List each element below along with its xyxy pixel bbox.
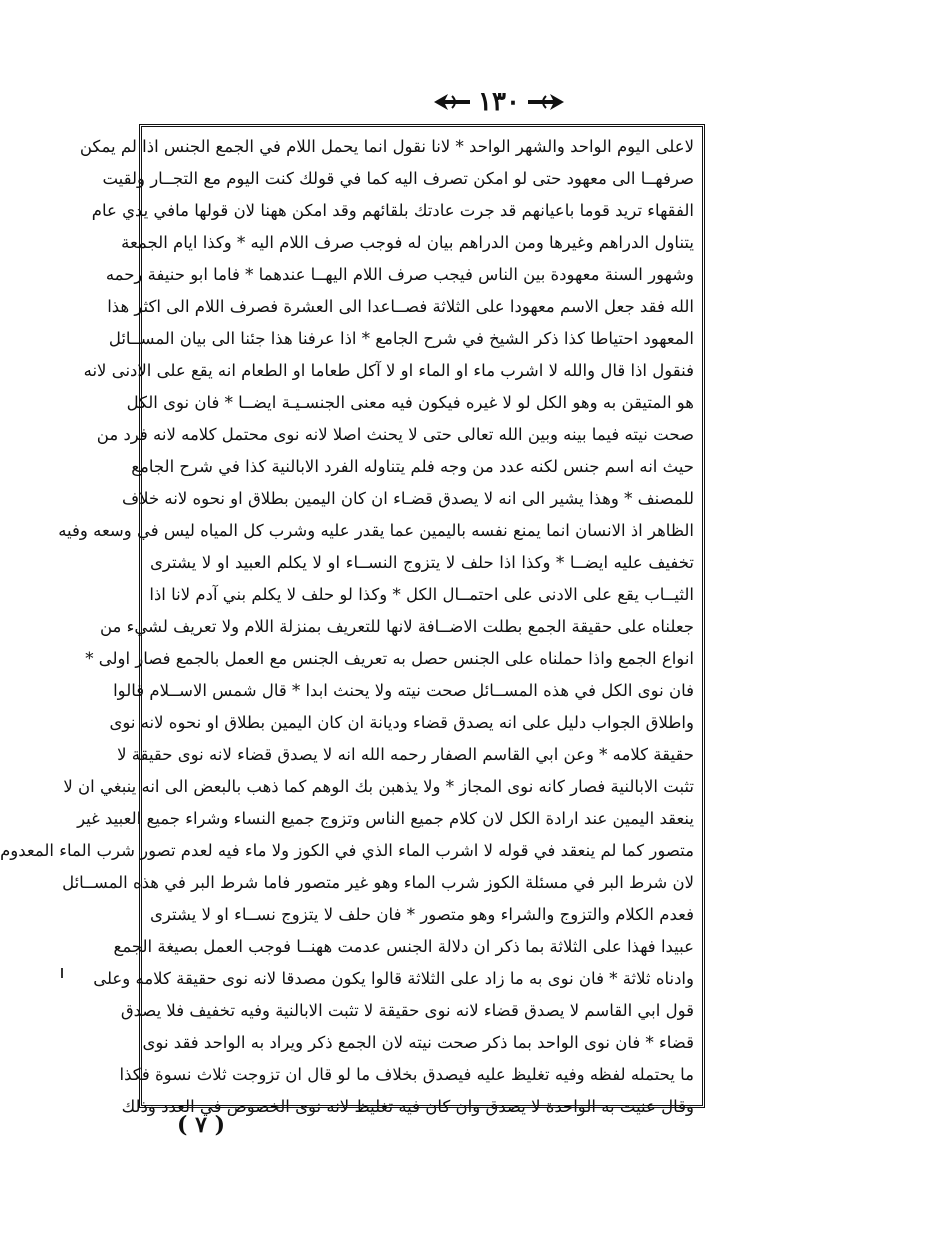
text-line: فنقول اذا قال والله لا اشرب ماء او الماء او لا آكل طعاما او الطعام انه يقع على الادنى لانه (83, 361, 694, 380)
text-line: فعدم الكلام والتزوج والشراء وهو متصور * فان حلف لا يتزوج نســاء او لا يشترى (150, 905, 694, 924)
text-line: تخفيف عليه ايضــا * وكذا اذا حلف لا يتزوج النســاء او لا يكلم العبيد او لا يشترى (150, 553, 694, 572)
text-line: لاعلى اليوم الواحد والشهر الواحد * لانا نقول انما يحمل اللام في الجمع الجنس اذا لم يمكن (79, 137, 694, 156)
text-line: متصور كما لم ينعقد في قوله لا اشرب الماء الذي في الكوز ولا ماء فيه لعدم تصور شرب الماء المعدوم (0, 841, 694, 860)
text-line: الله فقد جعل الاسم معهودا على الثلاثة فصــاعدا الى العشرة فصرف اللام الى اكثر هذا (107, 297, 694, 316)
text-line: قضاء * فان نوى الواحد بما ذكر صحت نيته لان الجمع ذكر ويراد به الواحد فقد نوى (142, 1033, 694, 1052)
text-line: فان نوى الكل في هذه المســائل صحت نيته ولا يحنث ابدا * قال شمس الاســلام قالوا (113, 681, 694, 700)
ornament-right-icon (526, 91, 566, 113)
text-frame (0, 124, 705, 1116)
text-line: الظاهر اذ الانسان انما يمنع نفسه باليمين عما يقدر عليه وشرب كل المياه ليس في وسعه وفيه (58, 521, 694, 540)
page-number: ١٣٠ (478, 87, 520, 117)
text-line: صحت نيته فيما بينه وبين الله تعالى حتى لا يحنث اصلا لانه نوى محتمل كلامه لانه فرد من (96, 425, 694, 444)
text-line: للمصنف * وهذا يشير الى انه لا يصدق قضـاء ان كان اليمين بطلاق او نحوه لانه خلاف (122, 489, 694, 508)
text-line: قول ابي القاسم لا يصدق قضاء لانه نوى حقيقة لا تثبت الابالنية وفيه تخفيف فلا يصدق (120, 1001, 694, 1020)
text-line: الثيــاب يقع على الادنى على احتمــال الكل * وكذا لو حلف لا يكلم بني آدم لانا اذا (149, 585, 694, 604)
text-line: هو المتيقن به وهو الكل لو لا غيره فيكون فيه معنى الجنسـيـة ايضــا * فان نوى الكل (126, 393, 694, 412)
text-line: تثبت الابالنية فصار كانه نوى المجاز * ولا يذهبن بك الوهم كما ذهب بالبعض الى انه ينبغي ان لا (63, 777, 694, 796)
text-line: وقال عنيت به الواحدة لا يصدق وان كان فيه تغليظ لانه نوى الخصوص في العدد وذلك (121, 1097, 694, 1116)
text-line: وادناه ثلاثة * فان نوى به ما زاد على الثلاثة قالوا يكون مصدقا لانه نوى حقيقة كلامه وعلى (93, 969, 694, 988)
text-line: صرفهــا الى معهود حتى لو امكن تصرف اليه كما في قولك كنت اليوم مع التجــار ولقيت (102, 169, 694, 188)
text-line: حقيقة كلامه * وعن ابي القاسم الصفار رحمه الله انه لا يصدق قضاء لانه نوى حقيقة لا (117, 745, 694, 764)
text-line: يتناول الدراهم وغيرها ومن الدراهم بيان له فوجب صرف اللام اليه * وكذا ايام الجمعة (121, 233, 694, 252)
page-header (57, 82, 941, 122)
text-line: واطلاق الجواب دليل على انه يصدق قضاء وديانة ان كان اليمين بطلاق او نحوه لانه نوى (109, 713, 694, 732)
text-line: انواع الجمع واذا حملناه على الجنس حصل به تعريف الجنس مع العمل بالجمع فصار اولى * (85, 649, 694, 668)
margin-mark (61, 968, 63, 978)
text-line: لان شرط البر في مسئلة الكوز شرب الماء وهو غير متصور فاما شرط البر في هذه المســائل (62, 873, 694, 892)
text-line: ينعقد اليمين عند ارادة الكل لان كلام جميع الناس وتزوج جميع النساء وشراء جميع العبيد غير (77, 809, 694, 828)
body-text (0, 131, 694, 1116)
ornament-left-icon (432, 91, 472, 113)
text-line: حيث انه اسم جنس لكنه عدد من وجه فلم يتناوله الفرد الابالنية كذا في شرح الجامع (131, 457, 694, 476)
signature-mark: ( ٧ ) (177, 1112, 225, 1138)
text-line: عبيدا فهذا على الثلاثة بما ذكر ان دلالة الجنس عدمت ههنــا فوجب العمل بصيغة الجمع (113, 937, 694, 956)
text-line: الفقهاء تريد قوما باعيانهم قد جرت عادتك بلقائهم وقد امكن ههنا لان قولها مافي يدي عام (91, 201, 694, 220)
text-line: المعهود احتياطا كذا ذكر الشيخ في شرح الجامع * اذا عرفنا هذا جئنا الى بيان المســائل (108, 329, 694, 348)
text-line: ما يحتمله لفظه وفيه تغليظ عليه فيصدق بخلاف ما لو قال ان تزوجت ثلاث نسوة فكذا (119, 1065, 694, 1084)
text-line: وشهور السنة معهودة بين الناس فيجب صرف اللام اليهــا عندهما * فاما ابو حنيفة رحمه (105, 265, 694, 284)
text-line: جعلناه على حقيقة الجمع بطلت الاضــافة لانها للتعريف بمنزلة اللام ولا تعريف لشيء من (99, 617, 694, 636)
